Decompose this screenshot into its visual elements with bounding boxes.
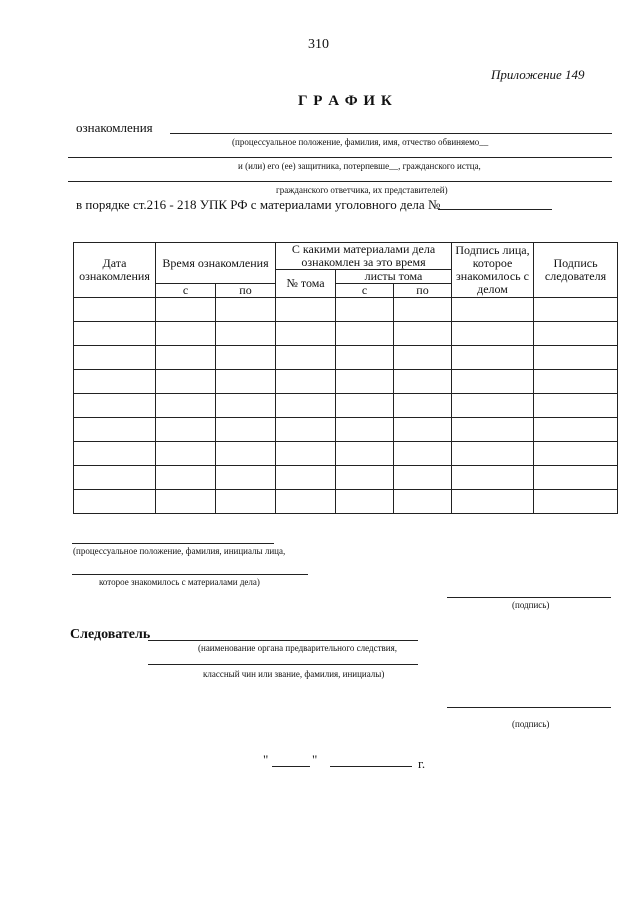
- table-cell: [452, 442, 534, 466]
- table-cell: [276, 322, 336, 346]
- table-cell: [336, 442, 394, 466]
- familiarization-table: [73, 242, 618, 514]
- table-cell: [74, 442, 156, 466]
- table-cell: [216, 490, 276, 514]
- caption-signature: (подпись): [512, 600, 550, 610]
- table-cell: [74, 346, 156, 370]
- caption-defender: и (или) его (ее) защитника, потерпевше__, гражданского истца,: [238, 161, 481, 171]
- table-cell: [534, 322, 618, 346]
- table-cell: [74, 418, 156, 442]
- table-cell: [394, 346, 452, 370]
- table-cell: [74, 370, 156, 394]
- table-cell: [216, 346, 276, 370]
- table-cell: [452, 394, 534, 418]
- caption-defendant: гражданского ответчика, их представителей): [276, 185, 448, 195]
- table-cell: [216, 442, 276, 466]
- fill-line-signature-2: [447, 707, 611, 708]
- table-row: [74, 490, 618, 514]
- table-cell: [452, 346, 534, 370]
- caption-organ: (наименование органа предварительного следствия,: [198, 643, 397, 653]
- table-cell: [336, 298, 394, 322]
- caption-person-2: которое знакомилось с материалами дела): [99, 577, 260, 587]
- appendix-label: Приложение 149: [491, 67, 585, 82]
- table-cell: [394, 466, 452, 490]
- header-materials: С какими материалами дела ознакомлен за это время: [276, 243, 452, 270]
- fill-line-rank: [148, 664, 418, 665]
- table-cell: [156, 322, 216, 346]
- table-cell: [156, 418, 216, 442]
- table-cell: [534, 466, 618, 490]
- table-cell: [452, 322, 534, 346]
- header-time: Время ознакомления: [156, 243, 276, 284]
- investigator-label: Следователь: [70, 627, 151, 642]
- fill-line-signature: [447, 597, 611, 598]
- caption-signature-2: (подпись): [512, 719, 550, 729]
- table-cell: [394, 394, 452, 418]
- fill-line-defender: [68, 157, 612, 158]
- table-cell: [156, 394, 216, 418]
- table-cell: [452, 466, 534, 490]
- table-cell: [394, 298, 452, 322]
- table-cell: [74, 466, 156, 490]
- table-cell: [534, 418, 618, 442]
- table-cell: [276, 394, 336, 418]
- table-row: [74, 322, 618, 346]
- table-cell: [276, 490, 336, 514]
- table-cell: [336, 346, 394, 370]
- header-sheets: листы тома: [336, 270, 452, 284]
- fill-line-person: [72, 543, 274, 544]
- table-cell: [394, 418, 452, 442]
- table-cell: [74, 490, 156, 514]
- table-cell: [216, 370, 276, 394]
- table-cell: [276, 418, 336, 442]
- table-row: [74, 370, 618, 394]
- table-cell: [394, 370, 452, 394]
- table-cell: [452, 418, 534, 442]
- table-cell: [534, 490, 618, 514]
- table-cell: [156, 370, 216, 394]
- header-volume: № тома: [276, 270, 336, 298]
- table-cell: [394, 442, 452, 466]
- header-signature-person: Подпись лица, которое знакомилось с делом: [452, 243, 534, 298]
- fill-line-name: [170, 133, 612, 134]
- caption-rank: классный чин или звание, фамилия, инициалы): [203, 669, 385, 679]
- table-cell: [336, 466, 394, 490]
- table-cell: [74, 394, 156, 418]
- header-time-from: с: [156, 284, 216, 298]
- caption-person: (процессуальное положение, фамилия, инициалы лица,: [73, 546, 286, 556]
- table-row: [74, 442, 618, 466]
- fill-line-defendant: [68, 181, 612, 182]
- table-cell: [394, 490, 452, 514]
- table-cell: [336, 322, 394, 346]
- date-quote-close: ": [312, 752, 318, 767]
- table-cell: [276, 298, 336, 322]
- caption-procedural: (процессуальное положение, фамилия, имя, отчество обвиняемо__: [232, 137, 489, 147]
- familiarization-label: ознакомления: [76, 120, 153, 135]
- table-row: [74, 394, 618, 418]
- fill-line-investigator: [148, 640, 418, 641]
- table-cell: [216, 418, 276, 442]
- table-cell: [276, 442, 336, 466]
- header-sheets-from: с: [336, 284, 394, 298]
- page-number: 310: [308, 37, 329, 52]
- table-row: [74, 418, 618, 442]
- table-cell: [74, 298, 156, 322]
- fill-line-day: [272, 766, 310, 767]
- table-cell: [452, 490, 534, 514]
- table-cell: [534, 370, 618, 394]
- fill-line-case-number: [438, 209, 552, 210]
- date-year-suffix: г.: [418, 756, 426, 771]
- table-cell: [216, 394, 276, 418]
- table-cell: [216, 298, 276, 322]
- table-cell: [336, 394, 394, 418]
- table-cell: [534, 394, 618, 418]
- table-cell: [156, 490, 216, 514]
- table-cell: [156, 442, 216, 466]
- table-cell: [156, 298, 216, 322]
- table-cell: [276, 370, 336, 394]
- table-cell: [74, 322, 156, 346]
- header-sheets-to: по: [394, 284, 452, 298]
- table-cell: [216, 466, 276, 490]
- table-row: [74, 298, 618, 322]
- table-cell: [534, 346, 618, 370]
- table-cell: [276, 466, 336, 490]
- table-cell: [534, 442, 618, 466]
- header-date: Дата ознакомления: [74, 243, 156, 298]
- table-cell: [216, 322, 276, 346]
- header-signature-investigator: Подпись следователя: [534, 243, 618, 298]
- table-cell: [452, 370, 534, 394]
- table-row: [74, 346, 618, 370]
- table-row: [74, 466, 618, 490]
- order-text: в порядке ст.216 - 218 УПК РФ с материалами уголовного дела №: [76, 197, 441, 212]
- header-time-to: по: [216, 284, 276, 298]
- table-cell: [156, 466, 216, 490]
- fill-line-month: [330, 766, 412, 767]
- table-cell: [156, 346, 216, 370]
- table-cell: [336, 490, 394, 514]
- document-title: Г Р А Ф И К: [298, 93, 393, 109]
- table-cell: [336, 370, 394, 394]
- table-cell: [336, 418, 394, 442]
- table-cell: [276, 346, 336, 370]
- date-quote-open: ": [263, 752, 269, 767]
- fill-line-person-2: [72, 574, 308, 575]
- table-cell: [452, 298, 534, 322]
- table-cell: [534, 298, 618, 322]
- table-cell: [394, 322, 452, 346]
